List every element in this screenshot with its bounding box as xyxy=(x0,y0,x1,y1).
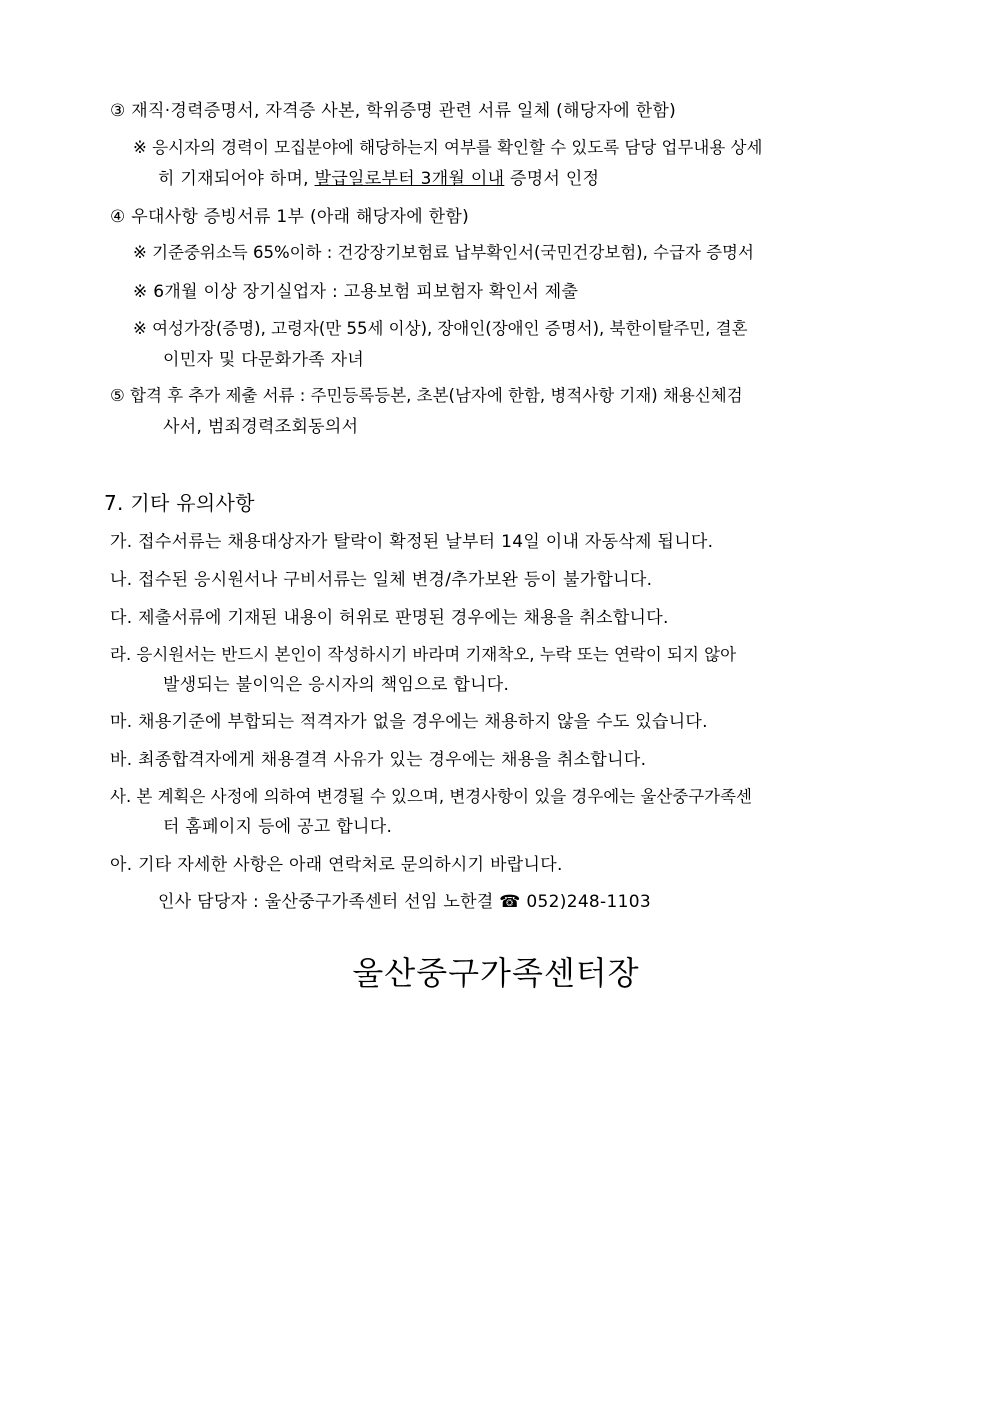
notice-ba: 바. 최종합격자에게 채용결격 사유가 있는 경우에는 채용을 취소합니다. xyxy=(110,750,647,770)
note-3-line-2-post: 증명서 인정 xyxy=(504,169,600,189)
item-5-line-1: ⑤ 합격 후 추가 제출 서류 : 주민등록등본, 초본(남자에 한함, 병적사항 기재) 채용신체검 xyxy=(110,386,743,405)
item-3-employment-certificates: ③ 재직·경력증명서, 자격증 사본, 학위증명 관련 서류 일체 (해당자에 한함) xyxy=(110,101,677,121)
notice-na: 나. 접수된 응시원서나 구비서류는 일체 변경/추가보완 등이 불가합니다. xyxy=(110,570,653,590)
note-3-issue-date-requirement: 발급일로부터 3개월 이내 xyxy=(314,169,505,189)
note-4a-low-income: ※ 기준중위소득 65%이하 : 건강장기보험료 납부확인서(국민건강보험), 수급자 증명서 xyxy=(133,243,754,262)
notice-ma: 마. 채용기준에 부합되는 적격자가 없을 경우에는 채용하지 않을 수도 있습니다. xyxy=(110,712,708,732)
section-7-title: 7. 기타 유의사항 xyxy=(104,491,255,515)
note-3-line-2 xyxy=(158,164,599,189)
note-4c-line-1: ※ 여성가장(증명), 고령자(만 55세 이상), 장애인(장애인 증명서), 북한이탈주민, 결혼 xyxy=(133,319,748,338)
signature-center-director: 울산중구가족센터장 xyxy=(352,954,640,992)
item-4-preference-documents: ④ 우대사항 증빙서류 1부 (아래 해당자에 한함) xyxy=(110,207,470,227)
contact-person: 인사 담당자 : 울산중구가족센터 선임 노한결 ☎ 052)248-1103 xyxy=(158,892,651,912)
notice-sa-line-2: 터 홈페이지 등에 공고 합니다. xyxy=(163,817,393,837)
notice-ra-line-1: 라. 응시원서는 반드시 본인이 작성하시기 바라며 기재착오, 누락 또는 연락이 되지 않아 xyxy=(110,645,737,664)
item-5-line-2: 사서, 범죄경력조회동의서 xyxy=(163,417,359,437)
notice-a: 아. 기타 자세한 사항은 아래 연락처로 문의하시기 바랍니다. xyxy=(110,855,563,875)
notice-ra-line-2: 발생되는 불이익은 응시자의 책임으로 합니다. xyxy=(163,675,510,695)
note-3-line-2-pre: 히 기재되어야 하며, xyxy=(158,169,315,189)
notice-sa-line-1: 사. 본 계획은 사정에 의하여 변경될 수 있으며, 변경사항이 있을 경우에는 울산중구가족센 xyxy=(110,787,752,806)
note-3-line-1: ※ 응시자의 경력이 모집분야에 해당하는지 여부를 확인할 수 있도록 담당 업무내용 상세 xyxy=(133,138,763,157)
note-4b-long-term-unemployed: ※ 6개월 이상 장기실업자 : 고용보험 피보험자 확인서 제출 xyxy=(133,282,579,302)
note-4c-line-2: 이민자 및 다문화가족 자녀 xyxy=(163,350,365,370)
notice-ga: 가. 접수서류는 채용대상자가 탈락이 확정된 날부터 14일 이내 자동삭제 됩니다. xyxy=(110,532,714,552)
notice-da: 다. 제출서류에 기재된 내용이 허위로 판명된 경우에는 채용을 취소합니다. xyxy=(110,608,669,628)
